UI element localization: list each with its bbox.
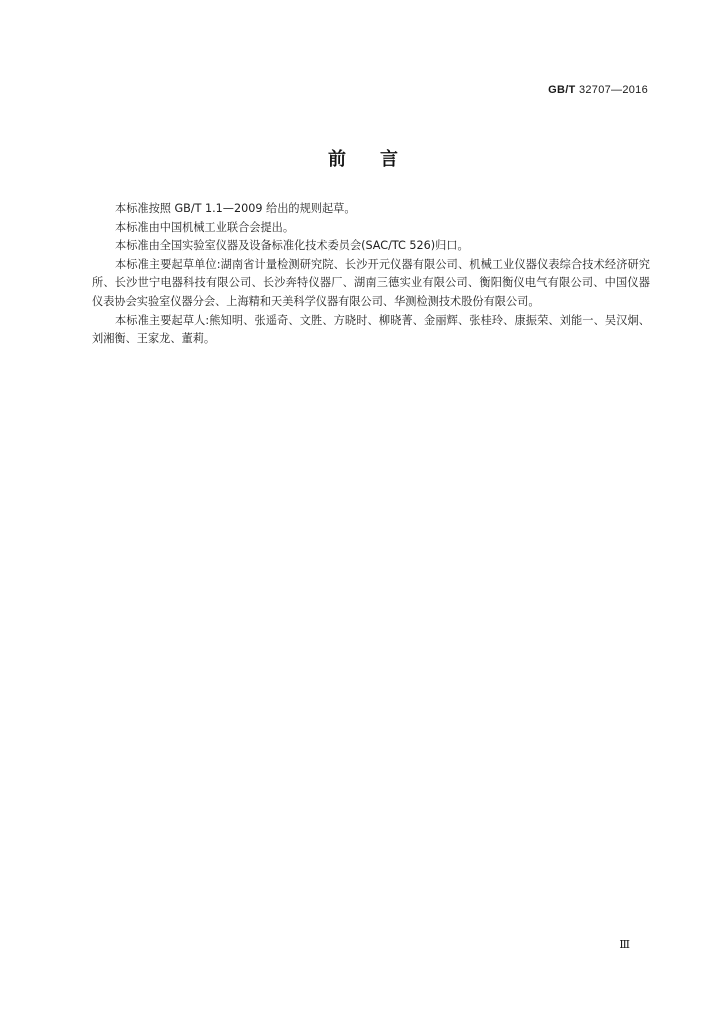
paragraph-drafters: 本标准主要起草人:熊知明、张遥奇、文胜、方晓时、柳晓菁、金丽辉、张桂玲、康振荣、刘能一、吴汉炯、刘湘衡、王家龙、董莉。 [92,313,650,346]
paragraph-jurisdiction: 本标准由全国实验室仪器及设备标准化技术委员会(SAC/TC 526)归口。 [115,239,469,253]
foreword-body [92,200,650,349]
standard-number [548,84,648,96]
standard-prefix: GB/T [548,84,576,96]
paragraph-drafting-rules: 本标准按照 GB/T 1.1—2009 给出的规则起草。 [115,202,356,215]
standard-code: 32707—2016 [578,84,648,96]
paragraph-drafting-units: 本标准主要起草单位:湖南省计量检测研究院、长沙开元仪器有限公司、机械工业仪器仪表综合技术经济研究所、长沙世宁电器科技有限公司、长沙奔特仪器厂、湖南三德实业有限公司、衡阳衡仪电气有限公司、中国仪器仪表协会实验室仪器分会、上海精和天美科学仪器有限公司、华测检测技术股份有限公司。 [92,257,650,308]
paragraph-proposer: 本标准由中国机械工业联合会提出。 [115,220,295,234]
page-title: 前言 [328,149,432,170]
page-number: Ⅲ [619,938,630,951]
